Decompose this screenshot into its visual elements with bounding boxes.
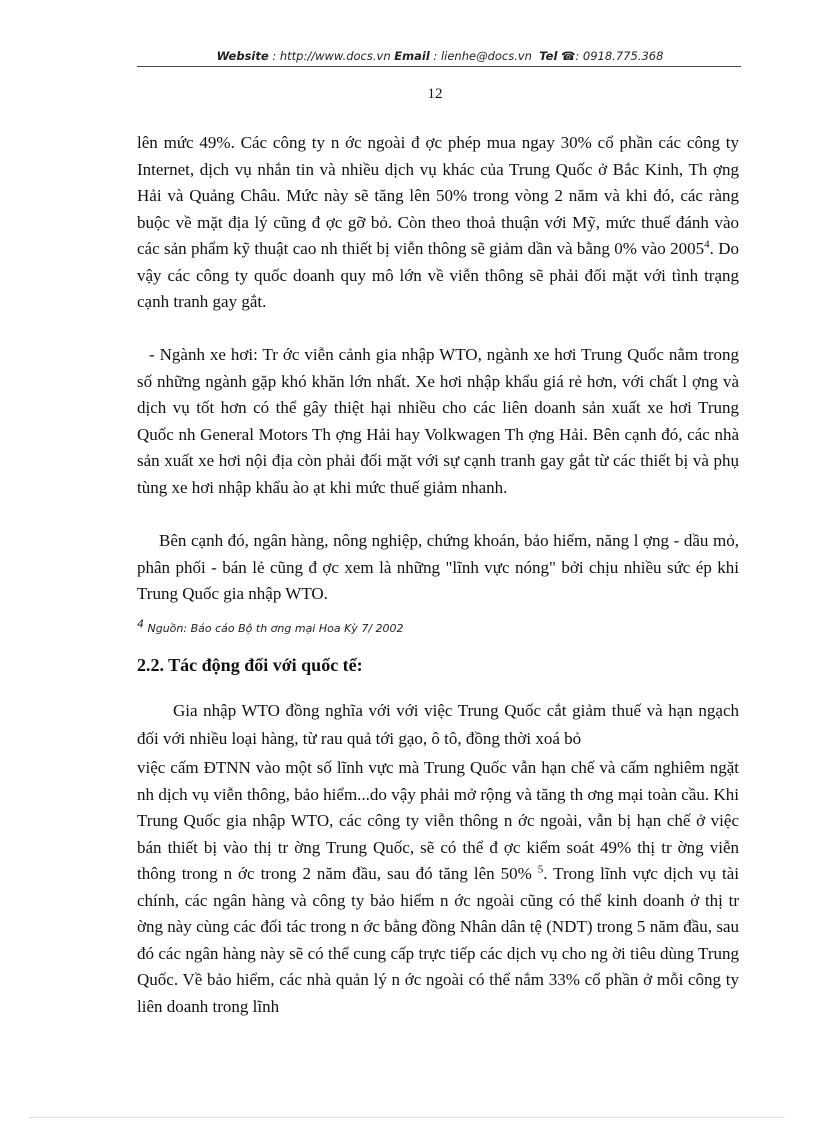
paragraph-telecom-text: lên mức 49%. Các công ty n ớc ngoài đ ợc phép mua ngay 30% cổ phần các công ty Internet, dịch vụ nhắn tin và nhiều dịch vụ khác của Trung Quốc ở Bắc Kinh, Th ợng Hải và Quảng Châu. Mức này sẽ tăng lên 50% trong vòng 2 năm và khi đó, các ràng buộc về mặt địa lý cũng đ ợc gỡ bỏ. Còn theo thoả thuận với Mỹ, mức thuế đánh vào các sản phẩm kỹ thuật cao nh thiết bị viễn thông sẽ giảm dần và bằng 0% vào 2005	[137, 133, 739, 258]
section-heading: 2.2. Tác động đối với quốc tế:	[137, 655, 363, 675]
tel-number: : 0918.775.368	[575, 49, 664, 63]
paragraph-telecom-tail: . Do vậy các công ty quốc doanh quy mô lớn về viễn thông sẽ phải đối mặt với tình trạng cạnh tranh gay gắt.	[137, 239, 740, 311]
paragraph-international-text: việc cấm ĐTNN vào một số lĩnh vực mà Trung Quốc vẫn hạn chế và cấm nghiêm ngặt nh dịch vụ viễn thông, bảo hiểm...do vậy phải mở rộng và tăng th ơng mại toàn cầu. Khi Trung Quốc gia nhập WTO, các công ty viễn thông n ớc ngoài, vẫn bị hạn chế ở việc bán thiết bị vào thị tr ờng Trung Quốc, sẽ có thể đ ợc kiểm soát 49% thị tr ờng viễn thông trong n ớc trong 2 năm đầu, sau đó tăng lên 50%	[137, 758, 739, 883]
paragraph-other-sectors: Bên cạnh đó, ngân hàng, nông nghiệp, chứng khoán, bảo hiểm, năng l ợng - dầu mỏ, phân phối - bán lẻ cũng đ ợc xem là những "lĩnh vực nóng" bởi chịu nhiều sức ép khi Trung Quốc gia nhập WTO.	[137, 531, 739, 603]
page-bottom-border	[30, 1117, 786, 1118]
page-header	[140, 49, 740, 63]
footnote-ref-5: 5	[537, 863, 544, 876]
paragraph-international-intro: Gia nhập WTO đồng nghĩa với với việc Trung Quốc cắt giảm thuế và hạn ngạch đối với nhiều loại hàng, từ rau quả tới gạo, ô tô, đồng thời xoá bỏ	[137, 701, 739, 748]
paragraph-telecom	[137, 130, 739, 316]
footnote-ref-4: 4	[704, 238, 710, 251]
phone-icon: ☎	[561, 49, 576, 63]
email-address[interactable]: : lienhe@docs.vn	[433, 49, 532, 63]
footnote-text: Nguồn: Báo cáo Bộ th ơng mại Hoa Kỳ 7/ 2002	[147, 622, 404, 635]
email-label: Email	[394, 49, 430, 63]
website-label: Website	[216, 49, 269, 63]
tel-label: Tel	[539, 49, 558, 63]
page-number: 12	[427, 86, 443, 102]
website-url[interactable]: : http://www.docs.vn	[272, 49, 391, 63]
footnote-marker: 4	[137, 617, 144, 631]
footnote	[137, 617, 404, 635]
header-divider	[137, 66, 741, 67]
paragraph-international	[137, 755, 739, 1020]
paragraph-automobile: - Ngành xe hơi: Tr ớc viễn cảnh gia nhập WTO, ngành xe hơi Trung Quốc nằm trong số những ngành gặp khó khăn lớn nhất. Xe hơi nhập khẩu giá rẻ hơn, với chất l ợng và dịch vụ tốt hơn có thể gây thiệt hại nhiều cho các liên doanh sản xuất xe hơi Trung Quốc nh General Motors Th ợng Hải hay Volkwagen Th ợng Hải. Bên cạnh đó, các nhà sản xuất xe hơi nội địa còn phải đối mặt với sự cạnh tranh gay gắt từ các thiết bị và phụ tùng xe hơi nhập khẩu ào ạt khi mức thuế giảm nhanh.	[137, 345, 739, 497]
paragraph-international-tail: . Trong lĩnh vực dịch vụ tài chính, các ngân hàng và công ty bảo hiểm n ớc ngoài cũng có thể kinh doanh ở thị tr ờng này cùng các đối tác trong n ớc bằng đồng Nhân dân tệ (NDT) trong 5 năm đầu, sau đó các ngân hàng này sẽ có thể cung cấp trực tiếp các dịch vụ cho ng ời tiêu dùng Trung Quốc. Về bảo hiểm, các nhà quản lý n ớc ngoài có thể nắm 33% cổ phần ở mỗi công ty liên doanh trong lĩnh	[137, 864, 740, 1016]
